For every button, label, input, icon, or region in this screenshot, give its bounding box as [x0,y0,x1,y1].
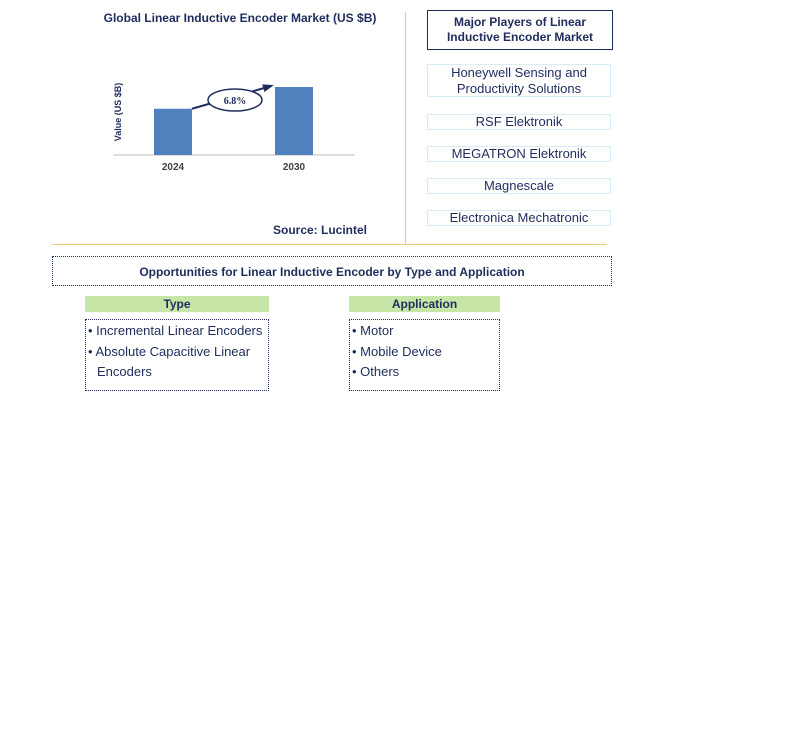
player-item: Honeywell Sensing and Productivity Solutions [427,64,611,97]
chart-title: Global Linear Inductive Encoder Market (US $B) [103,11,377,25]
type-item: • Incremental Linear Encoders [88,323,263,338]
y-axis-label: Value (US $B) [113,82,123,142]
bar-2024 [154,109,192,155]
vertical-divider [405,12,406,244]
horizontal-divider [52,244,607,245]
x-tick-label: 2030 [282,162,306,173]
application-header: Application [349,296,500,312]
application-list [349,319,500,391]
player-item: MEGATRON Elektronik [427,146,611,162]
bar-chart [100,60,370,180]
bar-2030 [275,87,313,155]
application-item: • Motor [352,323,394,338]
application-item: • Mobile Device [352,343,442,359]
player-item: RSF Elektronik [427,114,611,130]
type-header: Type [85,296,269,312]
type-item: • Absolute Capacitive Linear Encoders [88,343,251,379]
growth-arrowhead [262,84,274,92]
player-item: Magnescale [427,178,611,194]
source-label: Source: Lucintel [272,223,367,237]
application-item: • Others [352,364,400,379]
x-tick-label: 2024 [161,162,185,173]
opportunities-title: Opportunities for Linear Inductive Encoder by Type and Application [52,256,612,286]
growth-label: 6.8% [223,96,247,107]
player-item: Electronica Mechatronic [427,210,611,226]
type-list [85,319,269,391]
players-title: Major Players of Linear Inductive Encoder Market [427,10,613,50]
